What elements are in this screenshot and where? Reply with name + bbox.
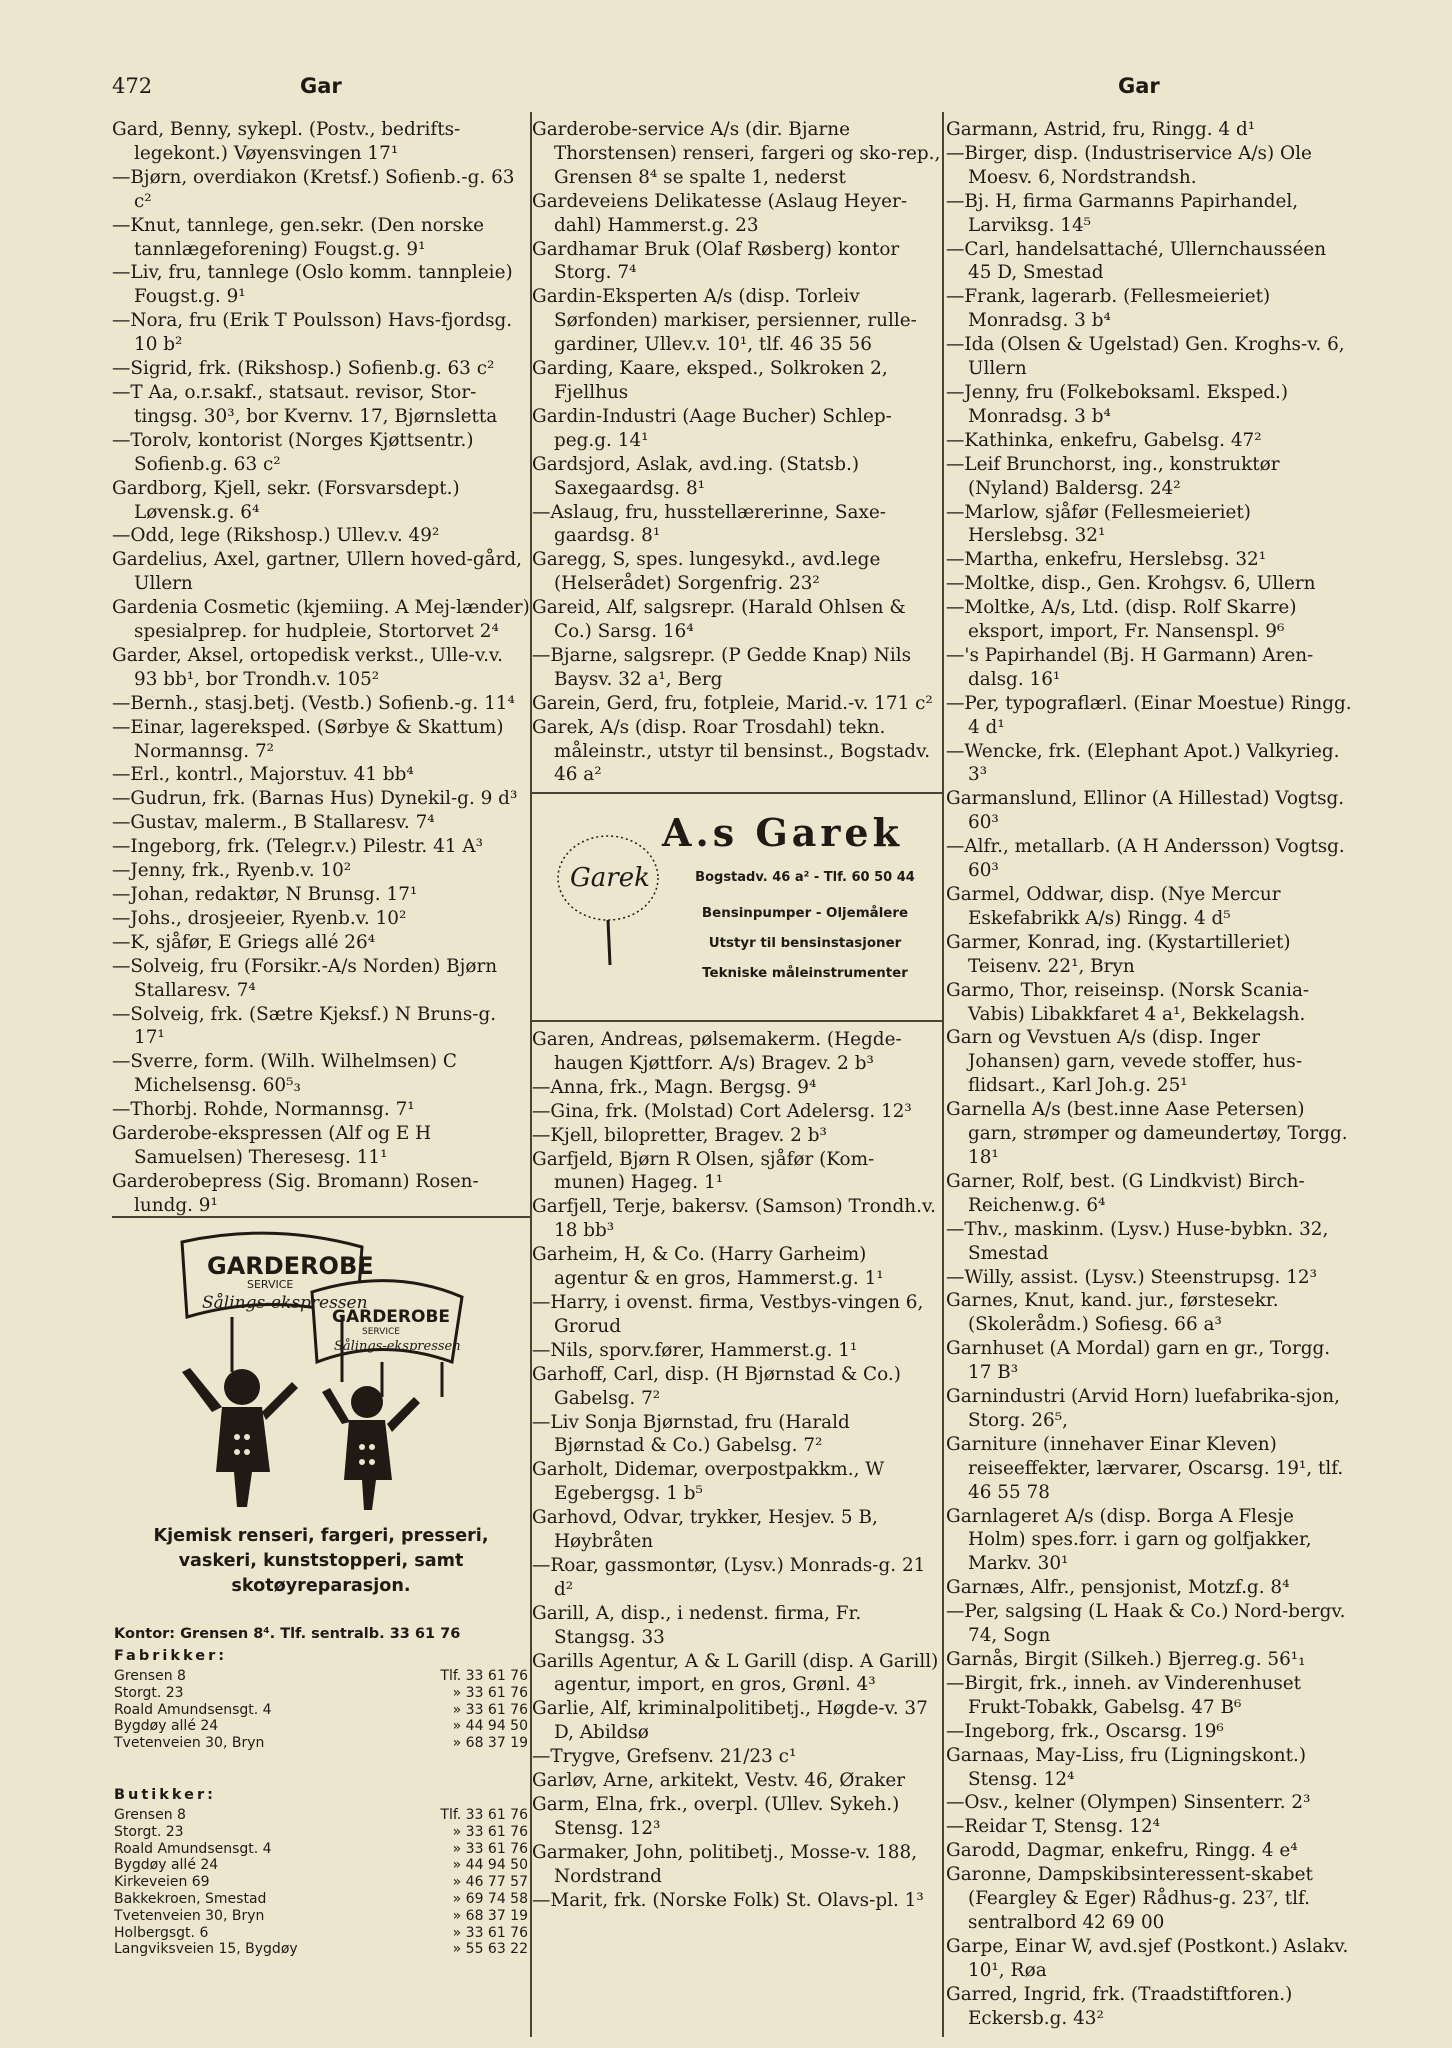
directory-entry: Garmel, Oddwar, disp. (Nye Mercur Eskefabrikk A/s) Ringg. 4 d⁵ (946, 884, 1281, 929)
directory-entry: Garnhuset (A Mordal) garn en gr., Torgg. 17 B³ (946, 1338, 1331, 1384)
directory-entry: Gardborg, Kjell, sekr. (Forsvarsdept.) Løvensk.g. 6⁴ (112, 477, 460, 523)
directory-entry: Garill, A, disp., i nedenst. firma, Fr. Stangsg. 33 (532, 1602, 862, 1648)
directory-entry: —Birger, disp. (Industriservice A/s) Ole Moesv. 6, Nordstrandsh. (946, 142, 1312, 188)
directory-entry: —Bernh., stasj.betj. (Vestb.) Sofienb.-g. 11⁴ (112, 692, 515, 714)
directory-entry: —Kathinka, enkefru, Gabelsg. 47² (946, 429, 1262, 451)
directory-entry: Garderobepress (Sig. Bromann) Rosen-lundg. 9¹ (112, 1170, 479, 1216)
ad-phone: » 33 61 76 (452, 1840, 528, 1857)
garek-ad-title: A.s Garek (662, 810, 903, 855)
directory-entry: —Bjarne, salgsrepr. (P Gedde Knap) Nils Baysv. 32 a¹, Berg (532, 644, 912, 690)
directory-entry: Garhoff, Carl, disp. (H Bjørnstad & Co.) Gabelsg. 7² (532, 1363, 901, 1409)
directory-entry: Garpe, Einar W, avd.sjef (Postkont.) Aslakv. 10¹, Røa (946, 1935, 1349, 1981)
garderobe-sign-illustration (152, 1222, 482, 1512)
left-guide-word: Gar (300, 74, 342, 98)
directory-entry: Gardin-Eksperten A/s (disp. Torleiv Sørfonden) markiser, persienner, rulle-gardiner, Ullev.v. 10¹, tlf. 46 35 56 (532, 286, 917, 356)
directory-entry: —Sigrid, frk. (Rikshosp.) Sofienb.g. 63 c² (112, 358, 495, 380)
directory-entry: Garmaker, John, politibetj., Mosse-v. 188, Nordstrand (532, 1841, 918, 1887)
sign-script: Sålings-ekspressen (202, 1293, 368, 1313)
ad-address: Holbergsgt. 6 (114, 1924, 209, 1941)
ad-address: Roald Amundsensgt. 4 (114, 1840, 272, 1857)
sign-title: GARDEROBE (207, 1252, 374, 1280)
directory-entry: Garder, Aksel, ortopedisk verkst., Ulle-v.v. 93 bb¹, bor Trondh.v. 105² (112, 644, 503, 690)
directory-entry: Garm, Elna, frk., overpl. (Ullev. Sykeh.) Stensg. 12³ (532, 1794, 900, 1839)
ad-address: Grensen 8 (114, 1668, 186, 1684)
garderobe-service-advertisement (112, 1222, 530, 2037)
directory-entry: —Martha, enkefru, Herslebsg. 32¹ (946, 549, 1267, 571)
ad-address: Kirkeveien 69 (114, 1874, 210, 1891)
directory-entry: Garmanslund, Ellinor (A Hillestad) Vogtsg. 60³ (946, 788, 1345, 834)
directory-entry: —Johan, redaktør, N Brunsg. 17¹ (112, 884, 418, 905)
directory-entry: —Roar, gassmontør, (Lysv.) Monrads-g. 21 d² (532, 1554, 926, 1600)
directory-entry: —Sverre, form. (Wilh. Wilhelmsen) C Michelsensg. 60⁵₃ (112, 1051, 457, 1097)
directory-entry: —Nora, fru (Erik T Poulsson) Havs-fjordsg. 10 b² (112, 310, 513, 356)
ad-address: Bakkekroen, Smestad (114, 1891, 267, 1907)
directory-entry: —Ingeborg, frk. (Telegr.v.) Pilestr. 41 A³ (112, 836, 484, 858)
directory-entry: Garmo, Thor, reiseinsp. (Norsk Scania-Vabis) Libakkfaret 4 a¹, Bekkelagsh. (946, 979, 1310, 1025)
directory-entry: —Solveig, fru (Forsikr.-A/s Norden) Bjørn Stallaresv. 7⁴ (112, 955, 498, 1001)
butikker-label: Butikker: (114, 1787, 216, 1803)
directory-entry: —Frank, lagerarb. (Fellesmeieriet) Monradsg. 3 b⁴ (946, 286, 1271, 332)
directory-entry: Garner, Rolf, best. (G Lindkvist) Birch-Reichenw.g. 6⁴ (946, 1170, 1305, 1216)
ad-phone: » 69 74 58 (452, 1891, 528, 1907)
directory-entry: —Thv., maskinm. (Lysv.) Huse-bybkn. 32, Smestad (946, 1218, 1329, 1264)
directory-entry: Garniture (innehaver Einar Kleven) reiseeffekter, lærvarer, Oscarsg. 19¹, tlf. 46 55 78 (946, 1433, 1344, 1503)
directory-entry: —Bj. H, firma Garmanns Papirhandel, Larviksg. 14⁵ (946, 190, 1299, 236)
directory-entry: —Alfr., metallarb. (A H Andersson) Vogtsg. 60³ (946, 836, 1345, 882)
directory-entry: Garodd, Dagmar, enkefru, Ringg. 4 e⁴ (946, 1840, 1298, 1862)
directory-entry: —Gudrun, frk. (Barnas Hus) Dynekil-g. 9 d³ (112, 788, 518, 810)
directory-entry: Garnindustri (Arvid Horn) luefabrika-sjon, Storg. 26⁵, (946, 1386, 1340, 1431)
fabrikker-label: Fabrikker: (114, 1648, 228, 1664)
garek-logo-script: Garek (570, 863, 650, 893)
ad-address: Tvetenveien 30, Bryn (114, 1735, 265, 1752)
directory-entry: —Moltke, disp., Gen. Krohgsv. 6, Ullern (946, 573, 1316, 595)
directory-entry: Garderobe-ekspressen (Alf og E H Samuelsen) Theresesg. 11¹ (112, 1123, 432, 1168)
directory-entry: —Erl., kontrl., Majorstuv. 41 bb⁴ (112, 764, 414, 786)
right-guide-word: Gar (1118, 74, 1160, 98)
directory-entry: Gardenia Cosmetic (kjemiing. A Mej-lænder) spesialprep. for hudpleie, Stortorvet 2⁴ (112, 597, 530, 643)
directory-entry: Garhovd, Odvar, trykker, Hesjev. 5 B, Høybråten (532, 1507, 878, 1553)
directory-entry: —Reidar T, Stensg. 12⁴ (946, 1816, 1161, 1838)
directory-entry: —Thorbj. Rohde, Normannsg. 7¹ (112, 1099, 415, 1121)
ad-address: Langviksveien 15, Bygdøy (114, 1941, 298, 1958)
directory-entry: Garding, Kaare, eksped., Solkroken 2, Fjellhus (532, 358, 888, 403)
ad-address: Grensen 8 (114, 1807, 186, 1823)
directory-entry: —K, sjåfør, E Griegs allé 26⁴ (112, 931, 376, 953)
ad-phone: » 33 61 76 (452, 1823, 528, 1840)
directory-entry: Garmann, Astrid, fru, Ringg. 4 d¹ (946, 119, 1256, 140)
ad-phone: » 44 94 50 (452, 1718, 528, 1735)
directory-entry: Garein, Gerd, fru, fotpleie, Marid.-v. 171 c² (532, 692, 933, 714)
sign2-subtitle: SERVICE (362, 1327, 400, 1337)
directory-entry: Garegg, S, spes. lungesykd., avd.lege (Helserådet) Sorgenfrig. 23² (532, 549, 881, 595)
directory-entry: Gareid, Alf, salgsrepr. (Harald Ohlsen & Co.) Sarsg. 16⁴ (532, 597, 906, 643)
directory-entry: —Anna, frk., Magn. Bergsg. 9⁴ (532, 1076, 817, 1098)
ad-phone: » 33 61 76 (452, 1701, 528, 1718)
ad-phone: » 68 37 19 (452, 1735, 528, 1752)
column-3-entries (946, 118, 1352, 2029)
directory-entry: Garnella A/s (best.inne Aase Petersen) garn, strømper og dameundertøy, Torgg. 18¹ (946, 1099, 1348, 1168)
directory-entry: —Johs., drosjeeier, Ryenb.v. 10² (112, 907, 407, 929)
directory-entry: Garnæs, Alfr., pensjonist, Motzf.g. 8⁴ (946, 1577, 1290, 1599)
directory-entry: —Wencke, frk. (Elephant Apot.) Valkyrieg. 3³ (946, 740, 1340, 786)
directory-entry: Gardin-Industri (Aage Bucher) Schlep-peg.g. 14¹ (532, 405, 892, 451)
ad-phone: Tlf. 33 61 76 (440, 1668, 528, 1684)
directory-entry: Gardsjord, Aslak, avd.ing. (Statsb.) Saxegaardsg. 8¹ (532, 453, 859, 499)
directory-entry: —Osv., kelner (Olympen) Sinsenterr. 2³ (946, 1792, 1311, 1814)
ad-address: Storgt. 23 (114, 1823, 184, 1840)
column-2-entries (532, 118, 942, 786)
directory-entry: —Harry, i ovenst. firma, Vestbys-vingen 6, Grorud (532, 1291, 924, 1337)
sign2-title: GARDEROBE (332, 1307, 451, 1327)
directory-entry: Garnes, Knut, kand. jur., førstesekr. (Skolerådm.) Sofiesg. 66 a³ (946, 1290, 1279, 1336)
ad-phone: » 33 61 76 (452, 1924, 528, 1941)
directory-entry: Garheim, H, & Co. (Harry Garheim) agentur & en gros, Hammerst.g. 1¹ (532, 1244, 884, 1290)
directory-entry: Gardeveiens Delikatesse (Aslaug Heyer-dahl) Hammerst.g. 23 (532, 190, 908, 236)
column-1-entries (112, 118, 530, 1216)
directory-entry: —Nils, sporv.fører, Hammerst.g. 1¹ (532, 1339, 858, 1361)
directory-entry: —T Aa, o.r.sakf., statsaut. revisor, Stor-tingsg. 30³, bor Kvernv. 17, Bjørnsletta (112, 381, 498, 427)
directory-entry: —Aslaug, fru, husstellærerinne, Saxe-gaardsg. 8¹ (532, 501, 886, 547)
directory-entry: —Odd, lege (Rikshosp.) Ullev.v. 49² (112, 525, 440, 547)
directory-entry: —'s Papirhandel (Bj. H Garmann) Aren-dalsg. 16¹ (946, 644, 1314, 690)
directory-entry: —Per, typograflærl. (Einar Moestue) Ringg. 4 d¹ (946, 692, 1352, 738)
directory-entry: —Gustav, malerm., B Stallaresv. 7⁴ (112, 812, 435, 834)
directory-entry: —Per, salgsing (L Haak & Co.) Nord-bergv. 74, Sogn (946, 1601, 1346, 1647)
directory-entry: Gard, Benny, sykepl. (Postv., bedrifts-legekont.) Vøyensvingen 17¹ (112, 119, 461, 164)
directory-entry: Garek, A/s (disp. Roar Trosdahl) tekn. måleinstr., utstyr til bensinst., Bogstadv. 46 a² (532, 716, 931, 786)
directory-entry: Gardhamar Bruk (Olaf Røsberg) kontor Storg. 7⁴ (532, 238, 900, 284)
column-2-lower-entries (532, 1028, 942, 2028)
ad-bottom-rule (532, 1020, 942, 1022)
directory-entry: —Marlow, sjåfør (Fellesmeieriet) Herslebsg. 32¹ (946, 501, 1251, 547)
directory-entry: —Trygve, Grefsenv. 21/23 c¹ (532, 1746, 797, 1768)
directory-entry: —Ida (Olsen & Ugelstad) Gen. Kroghs-v. 6, Ullern (946, 334, 1345, 380)
directory-entry: Garn og Vevstuen A/s (disp. Inger Johansen) garn, vevede stoffer, hus-flidsart., Karl Joh.g. 25¹ (946, 1027, 1303, 1097)
directory-entry: —Kjell, bilopretter, Bragev. 2 b³ (532, 1124, 827, 1146)
ad-phone: Tlf. 33 61 76 (440, 1807, 528, 1823)
directory-entry: Garnaas, May-Liss, fru (Ligningskont.) Stensg. 12⁴ (946, 1744, 1306, 1790)
directory-entry: —Knut, tannlege, gen.sekr. (Den norske tannlægeforening) Fougst.g. 9¹ (112, 214, 484, 260)
directory-entry: —Moltke, A/s, Ltd. (disp. Rolf Skarre) eksport, import, Fr. Nansenspl. 9⁶ (946, 597, 1297, 643)
directory-entry: Garen, Andreas, pølsemakerm. (Hegde-haugen Kjøttforr. A/s) Bragev. 2 b³ (532, 1029, 902, 1074)
ad-phone: » 44 94 50 (452, 1857, 528, 1874)
sign-subtitle: SERVICE (247, 1278, 294, 1291)
directory-entry: —Jenny, fru (Folkeboksaml. Eksped.) Monradsg. 3 b⁴ (946, 381, 1289, 427)
garek-ad-line2: Utstyr til bensinstasjoner (708, 936, 902, 951)
column-divider-2 (942, 112, 944, 2037)
directory-entry: —Marit, frk. (Norske Folk) St. Olavs-pl. 1³ (532, 1889, 924, 1911)
directory-entry: —Liv Sonja Bjørnstad, fru (Harald Bjørnstad & Co.) Gabelsg. 7² (532, 1411, 850, 1457)
ad-address: Storgt. 23 (114, 1684, 184, 1701)
directory-entry: —Carl, handelsattaché, Ullernchausséen 45 D, Smestad (946, 238, 1327, 284)
sign2-script: Sålings-ekspressen (334, 1339, 461, 1354)
directory-entry: Garred, Ingrid, frk. (Traadstiftforen.) Eckersb.g. 43² (946, 1983, 1293, 2029)
directory-entry: —Birgit, frk., inneh. av Vinderenhuset Frukt-Tobakk, Gabelsg. 47 B⁶ (946, 1672, 1302, 1718)
ad-address: Tvetenveien 30, Bryn (114, 1907, 265, 1924)
directory-entry: Garfjell, Terje, bakersv. (Samson) Trondh.v. 18 bb³ (532, 1196, 937, 1242)
directory-entry: Garløv, Arne, arkitekt, Vestv. 46, Øraker (532, 1770, 906, 1792)
garek-ad-line3: Tekniske måleinstrumenter (702, 966, 908, 981)
ad-phone: » 55 63 22 (452, 1941, 528, 1958)
directory-entry: Garills Agentur, A & L Garill (disp. A Garill) agentur, import, en gros, Grønl. 4³ (532, 1650, 939, 1696)
garek-logo-icon (550, 820, 670, 970)
directory-entry: —Bjørn, overdiakon (Kretsf.) Sofienb.-g. 63 c² (112, 166, 515, 212)
garek-advertisement (532, 790, 942, 1020)
directory-entry: —Solveig, frk. (Sætre Kjeksf.) N Bruns-g. 17¹ (112, 1003, 497, 1049)
directory-entry: Garnås, Birgit (Silkeh.) Bjerreg.g. 56¹₁ (946, 1649, 1306, 1670)
directory-entry: Garonne, Dampskibsinteressent-skabet (Feargley & Eger) Rådhus-g. 23⁷, tlf. sentralbord 42 69 00 (946, 1864, 1313, 1933)
directory-entry: Garholt, Didemar, overpostpakkm., W Egebergsg. 1 b⁵ (532, 1459, 885, 1505)
garek-ad-line1: Bensinpumper - Oljemålere (701, 906, 909, 921)
ad-phone: » 46 77 57 (452, 1874, 528, 1891)
directory-entry: —Torolv, kontorist (Norges Kjøttsentr.) Sofienb.g. 63 c² (112, 429, 474, 475)
directory-entry: Garfjeld, Bjørn R Olsen, sjåfør (Kom-munen) Hageg. 1¹ (532, 1148, 875, 1194)
ad-phone: » 68 37 19 (452, 1907, 528, 1924)
directory-entry: Garlie, Alf, kriminalpolitibetj., Høgde-v. 37 D, Abildsø (532, 1698, 928, 1744)
directory-entry: —Gina, frk. (Molstad) Cort Adelersg. 12³ (532, 1100, 912, 1122)
directory-entry: —Einar, lagereksped. (Sørbye & Skattum) Normannsg. 7² (112, 716, 504, 762)
directory-entry: Garderobe-service A/s (dir. Bjarne Thorstensen) renseri, fargeri og sko-rep., Grensen 8⁴ se spalte 1, nederst (532, 119, 941, 188)
directory-entry: Garmer, Konrad, ing. (Kystartilleriet) Teisenv. 22¹, Bryn (946, 931, 1291, 977)
directory-entry: —Liv, fru, tannlege (Oslo komm. tannpleie) Fougst.g. 9¹ (112, 262, 513, 308)
directory-entry: —Ingeborg, frk., Oscarsg. 19⁶ (946, 1720, 1224, 1742)
kontor-line: Kontor: Grensen 8⁴. Tlf. sentralb. 33 61 76 (114, 1626, 461, 1642)
directory-entry: Gardelius, Axel, gartner, Ullern hoved-gård, Ullern (112, 549, 523, 595)
directory-entry: —Jenny, frk., Ryenb.v. 10² (112, 860, 352, 882)
page-number: 472 (112, 74, 153, 98)
ad-address: Roald Amundsensgt. 4 (114, 1701, 272, 1718)
directory-entry: —Willy, assist. (Lysv.) Steenstrupsg. 12³ (946, 1266, 1317, 1288)
garderobe-ad-title: Kjemisk renseri, fargeri, presseri, vaskeri, kunststopperi, samt skotøyreparasjon. (153, 1526, 489, 1596)
ad-phone: » 33 61 76 (452, 1684, 528, 1701)
garek-ad-address: Bogstadv. 46 a² - Tlf. 60 50 44 (695, 870, 915, 885)
ad-address: Bygdøy allé 24 (114, 1857, 219, 1874)
ad-address: Bygdøy allé 24 (114, 1718, 219, 1735)
directory-entry: —Leif Brunchorst, ing., konstruktør (Nyland) Baldersg. 24² (946, 453, 1280, 499)
directory-entry: Garnlageret A/s (disp. Borga A Flesje Holm) spes.forr. i garn og golfjakker, Markv. 30¹ (946, 1505, 1312, 1575)
